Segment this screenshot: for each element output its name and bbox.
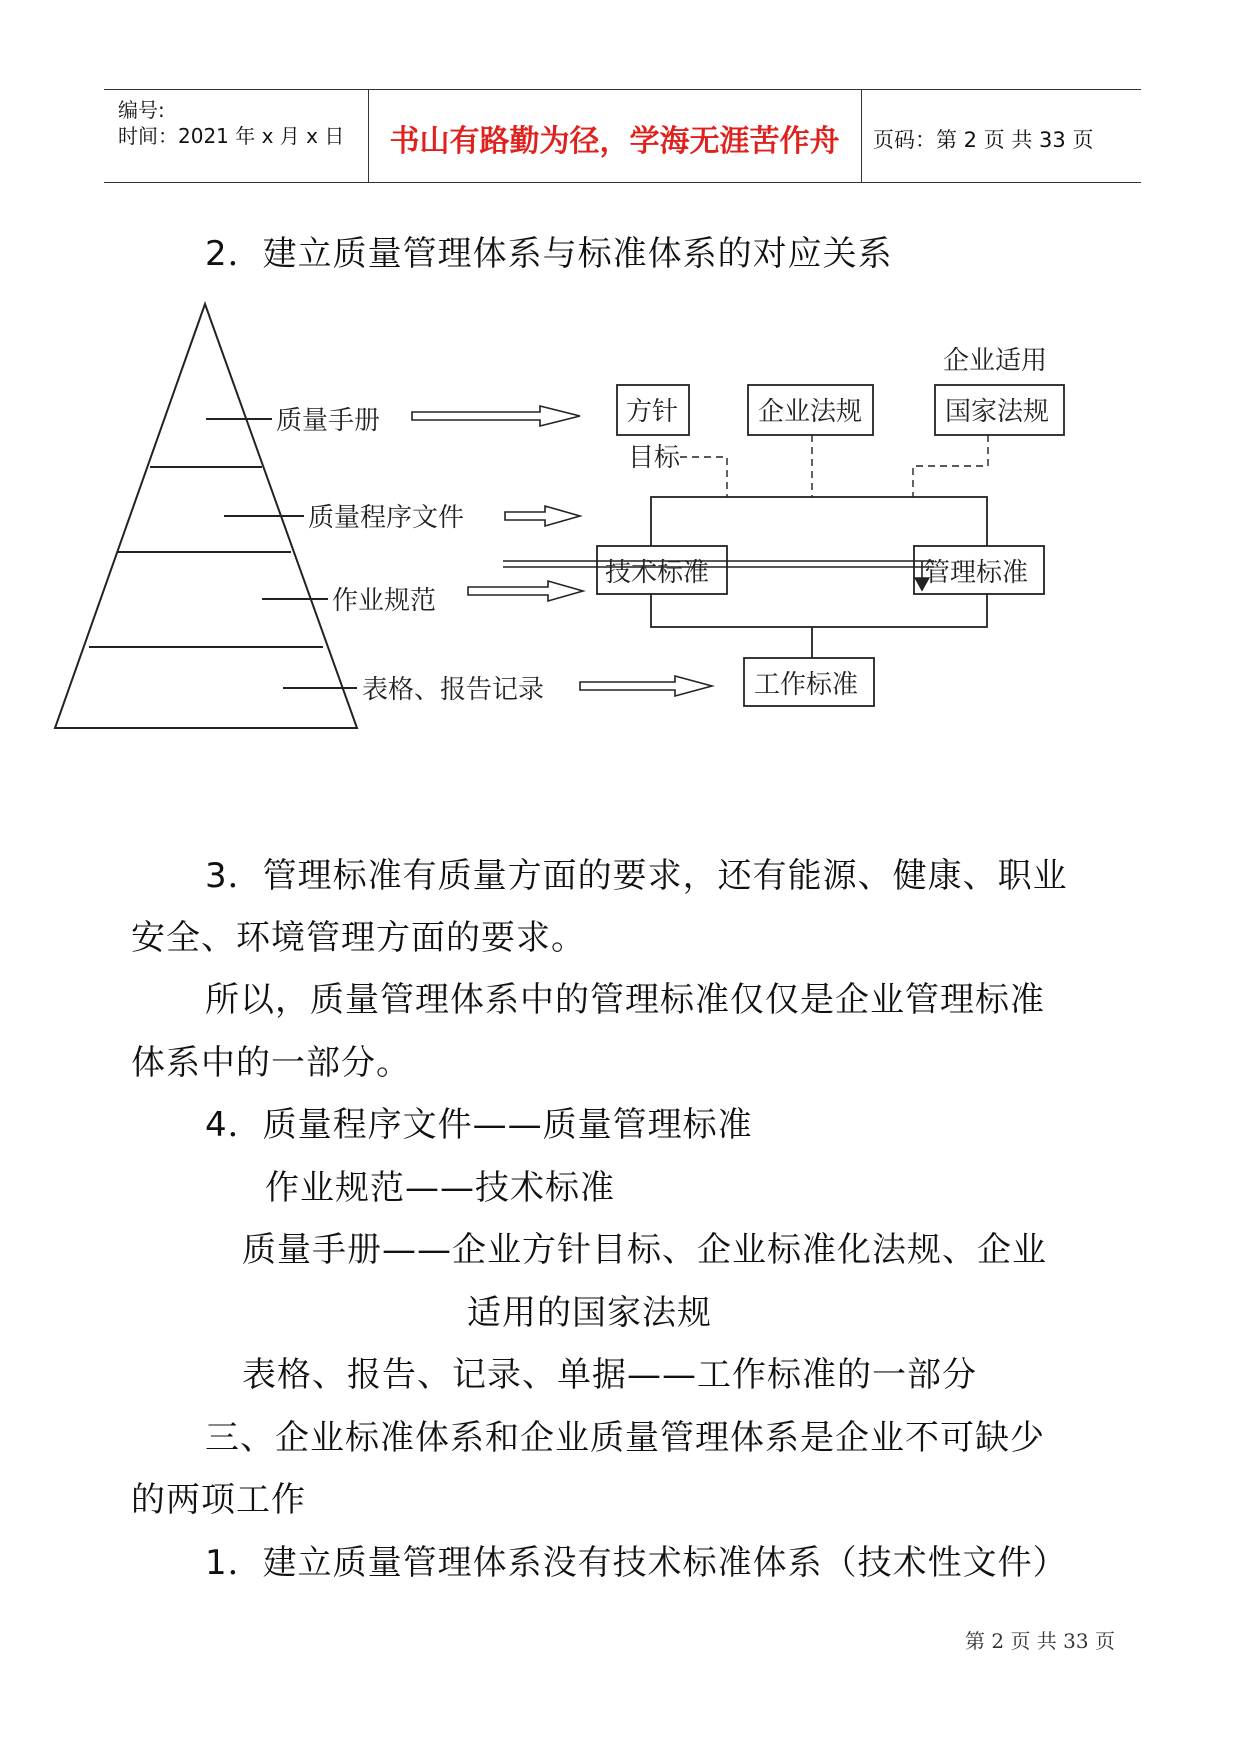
paragraph-line: 作业规范——技术标准: [265, 1168, 615, 1208]
hollow-arrow: [580, 676, 712, 696]
pyramid-label-quality-manual: 质量手册: [276, 406, 381, 436]
work-standard-label: 工作标准: [754, 670, 859, 700]
document-date: 时间：2021 年 x 月 x 日: [118, 124, 345, 148]
paragraph-line: 安全、环境管理方面的要求。: [131, 918, 586, 958]
paragraph-line: 质量手册——企业方针目标、企业标准化法规、企业: [242, 1230, 1047, 1270]
document-number-label: 编号:: [118, 98, 165, 122]
national-rules-label: 国家法规: [945, 397, 1050, 427]
national-rules-note: 企业适用: [943, 346, 1048, 376]
mgmt-standard-label: 管理标准: [924, 558, 1029, 588]
paragraph-line: 1．建立质量管理体系没有技术标准体系（技术性文件）: [205, 1543, 1068, 1583]
paragraph-line: 所以，质量管理体系中的管理标准仅仅是企业管理标准: [205, 980, 1045, 1020]
motto-text: 书山有路勤为径，学海无涯苦作舟: [389, 124, 840, 159]
page-number-info: 页码：第 2 页 共 33 页: [873, 128, 1094, 152]
paragraph-line: 4．质量程序文件——质量管理标准: [205, 1105, 753, 1145]
page-footer: 第 2 页 共 33 页: [965, 1629, 1115, 1653]
header-meta-cell: [104, 90, 369, 182]
pyramid-label-forms-records: 表格、报告记录: [362, 675, 545, 705]
enterprise-rules-label: 企业法规: [758, 397, 863, 427]
header-motto-cell: [368, 90, 862, 182]
header-page-cell: [861, 90, 1141, 182]
pyramid-label-procedures: 质量程序文件: [308, 503, 465, 533]
hollow-arrow: [505, 506, 580, 526]
paragraph-line: 适用的国家法规: [467, 1293, 712, 1333]
tech-standard-label: 技术标准: [605, 558, 710, 588]
paragraph-line: 体系中的一部分。: [131, 1043, 411, 1083]
hollow-arrow: [412, 406, 580, 426]
pyramid-label-work-specs: 作业规范: [332, 586, 437, 616]
page-header: [104, 89, 1141, 183]
dashed-connector: [913, 435, 988, 497]
section-title: 2．建立质量管理体系与标准体系的对应关系: [205, 234, 893, 274]
dashed-connector: [680, 457, 727, 497]
paragraph-line: 表格、报告、记录、单据——工作标准的一部分: [242, 1355, 977, 1395]
correspondence-diagram: [0, 290, 1241, 740]
policy-sub-label: 目标: [628, 443, 681, 473]
hollow-arrow: [468, 581, 583, 601]
paragraph-line: 三、企业标准体系和企业质量管理体系是企业不可缺少: [205, 1418, 1045, 1458]
policy-label: 方针: [626, 397, 679, 427]
paragraph-line: 的两项工作: [131, 1480, 306, 1520]
paragraph-line: 3．管理标准有质量方面的要求，还有能源、健康、职业: [205, 856, 1068, 896]
